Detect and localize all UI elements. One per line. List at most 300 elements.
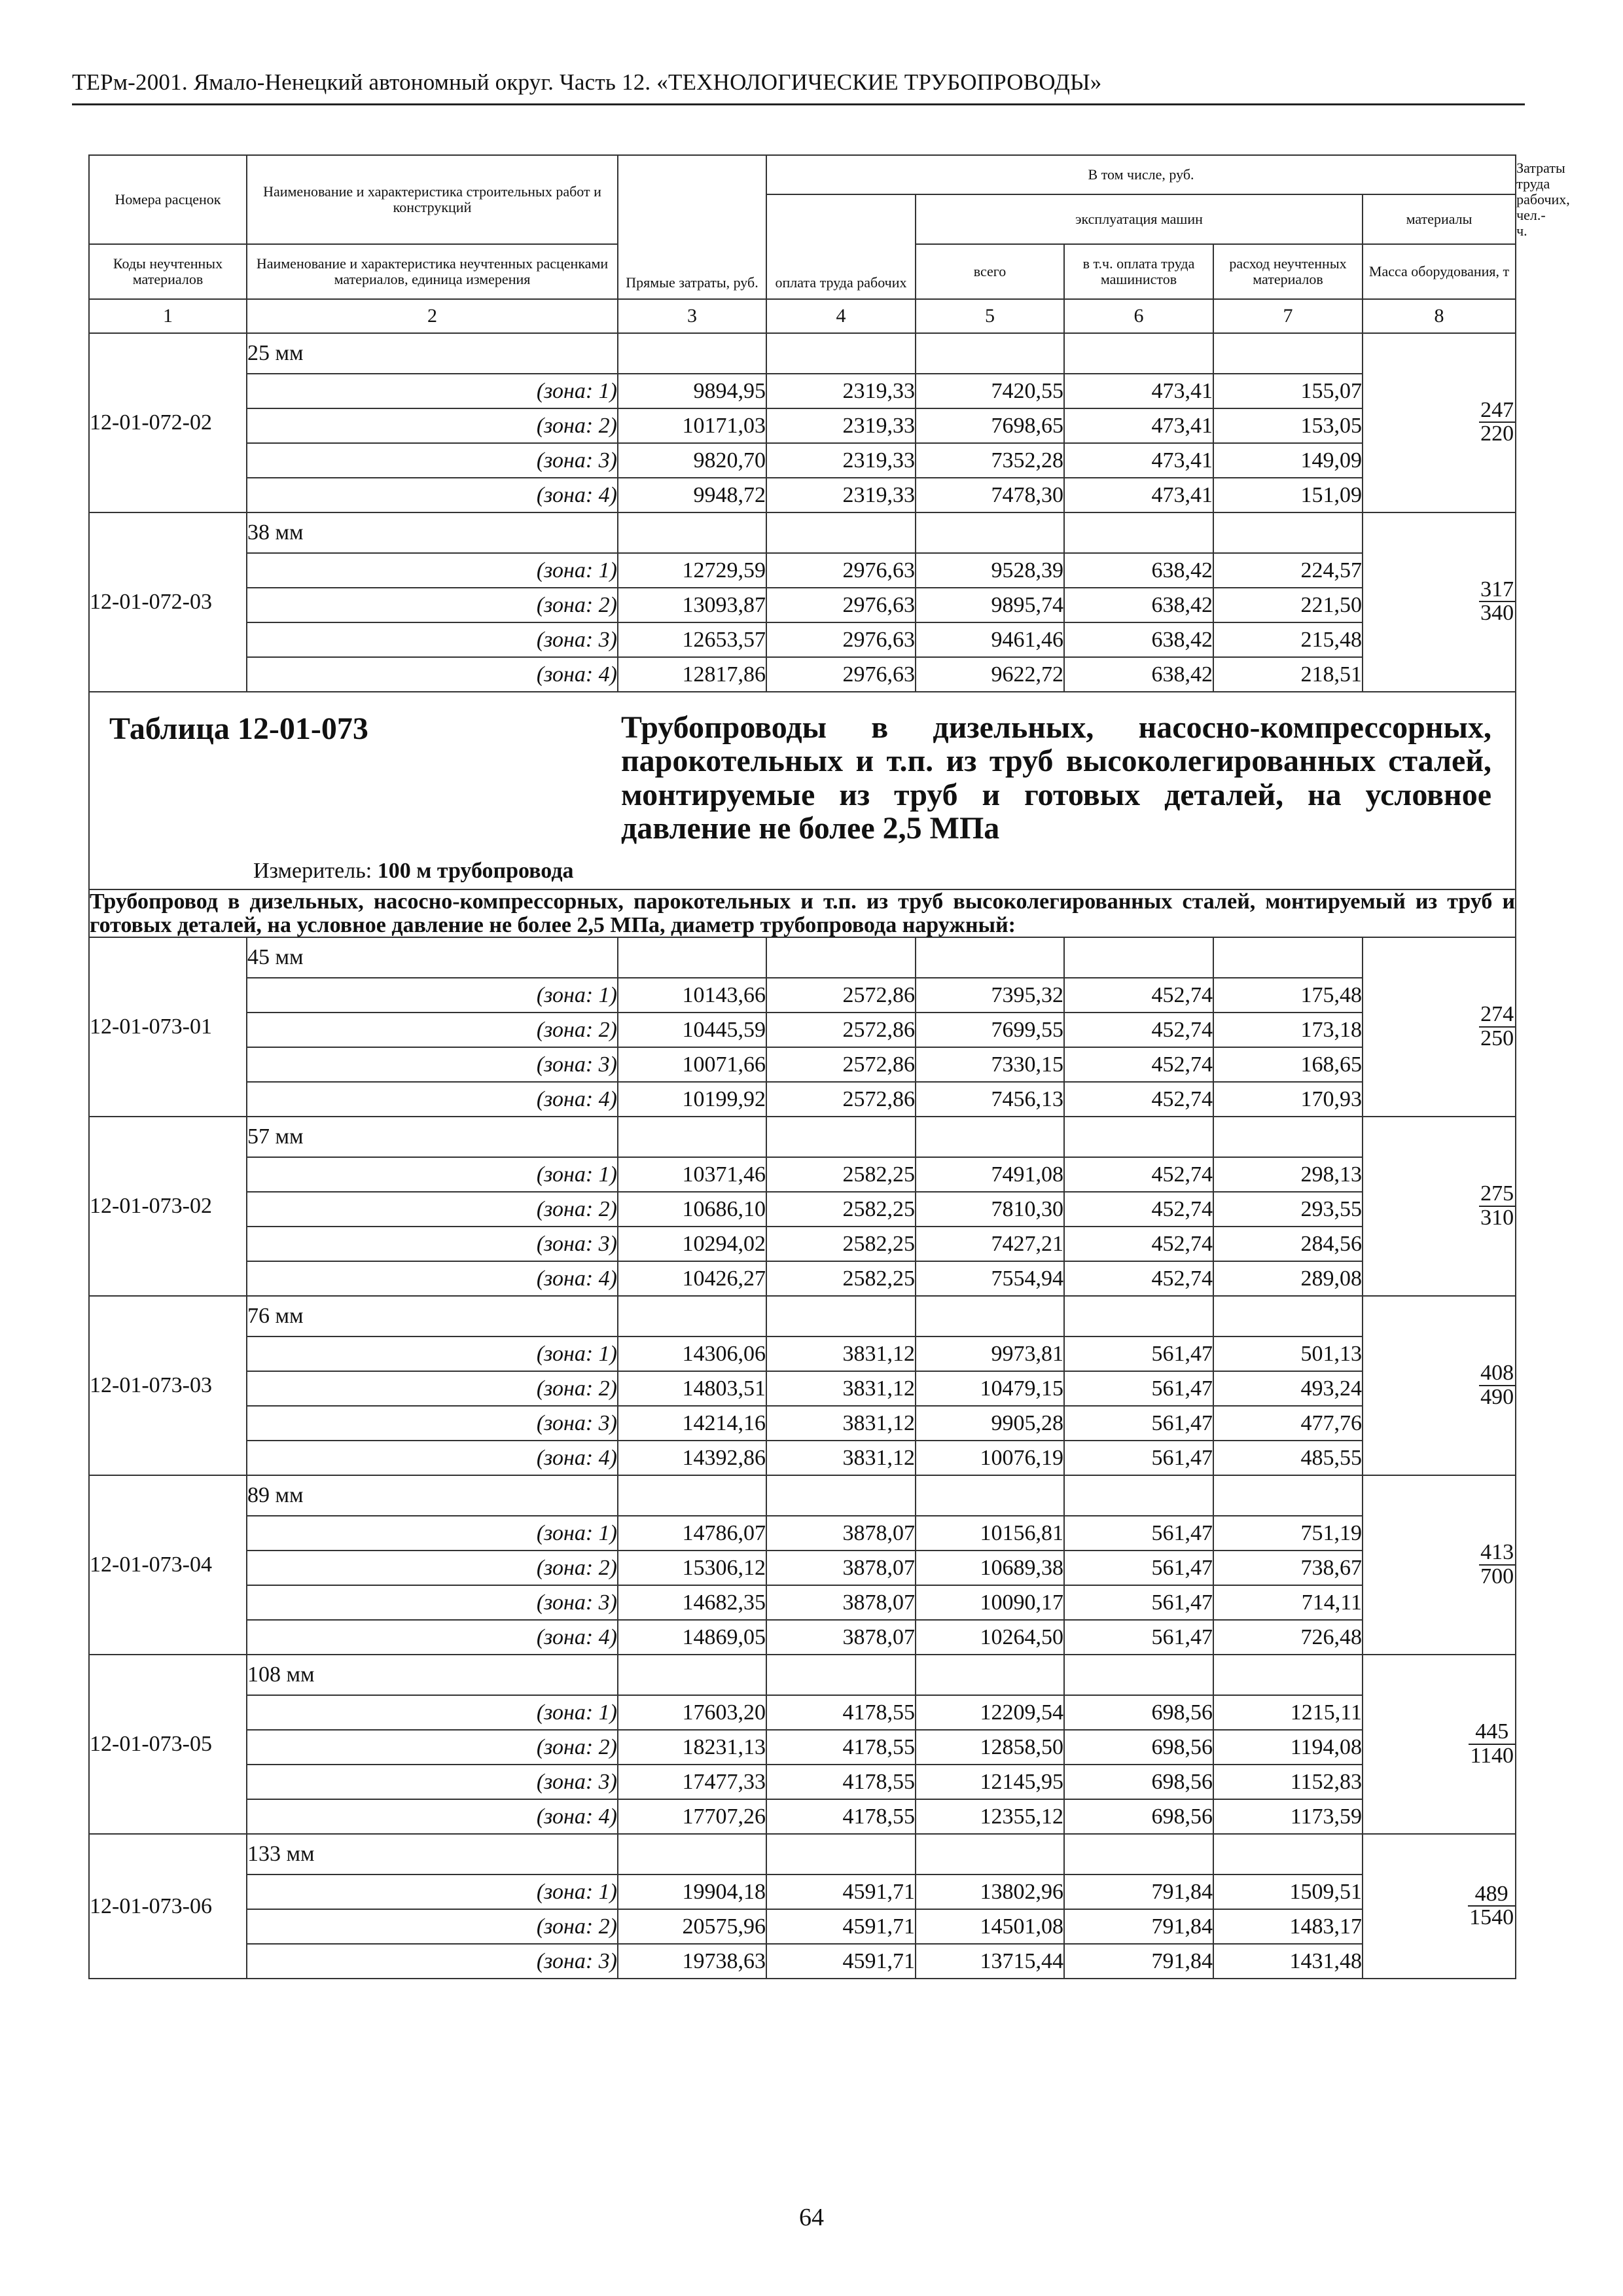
table-header xyxy=(90,692,1515,889)
labor-mass-fraction xyxy=(1469,1721,1515,1767)
rate-diameter: 25 мм xyxy=(247,333,618,374)
zone-label: (зона: 1) xyxy=(247,374,618,408)
empty-cell xyxy=(916,1296,1064,1336)
machines-wage: 638,42 xyxy=(1064,588,1213,622)
direct-cost: 10171,03 xyxy=(618,408,766,443)
direct-cost: 14803,51 xyxy=(618,1371,766,1406)
rate-code: 12-01-073-03 xyxy=(89,1296,247,1475)
materials-cost: 1483,17 xyxy=(1213,1909,1363,1944)
direct-cost: 19738,63 xyxy=(618,1944,766,1979)
machines-wage: 698,56 xyxy=(1064,1695,1213,1730)
empty-cell xyxy=(1213,1834,1363,1874)
col-direct: Прямые затраты, руб. xyxy=(618,155,766,299)
machines-total: 12145,95 xyxy=(916,1765,1064,1799)
zone-label: (зона: 4) xyxy=(247,657,618,692)
zone-row xyxy=(89,1730,1516,1765)
materials-cost: 485,55 xyxy=(1213,1441,1363,1475)
direct-cost: 17603,20 xyxy=(618,1695,766,1730)
zone-row xyxy=(89,1227,1516,1261)
empty-cell xyxy=(916,512,1064,553)
materials-cost: 501,13 xyxy=(1213,1336,1363,1371)
col-number: 6 xyxy=(1064,299,1213,333)
machines-wage: 473,41 xyxy=(1064,478,1213,512)
zone-row xyxy=(89,443,1516,478)
rate-diameter: 38 мм xyxy=(247,512,618,553)
empty-cell xyxy=(618,1296,766,1336)
zone-row xyxy=(89,622,1516,657)
rate-code: 12-01-073-02 xyxy=(89,1117,247,1296)
labor-mass-cell xyxy=(1363,1475,1516,1655)
machines-wage: 561,47 xyxy=(1064,1516,1213,1551)
machines-total: 9622,72 xyxy=(916,657,1064,692)
zone-row xyxy=(89,1516,1516,1551)
rate-diameter: 45 мм xyxy=(247,937,618,978)
zone-row xyxy=(89,657,1516,692)
rate-code: 12-01-072-02 xyxy=(89,333,247,512)
labor-wage: 3831,12 xyxy=(766,1406,916,1441)
labor-wage: 2976,63 xyxy=(766,588,916,622)
col-number: 2 xyxy=(247,299,618,333)
machines-total: 14501,08 xyxy=(916,1909,1064,1944)
labor-wage: 3878,07 xyxy=(766,1551,916,1585)
empty-cell xyxy=(1064,937,1213,978)
materials-cost: 714,11 xyxy=(1213,1585,1363,1620)
empty-cell xyxy=(1064,333,1213,374)
labor-mass-cell xyxy=(1363,937,1516,1117)
zone-label: (зона: 3) xyxy=(247,1047,618,1082)
zone-label: (зона: 3) xyxy=(247,1765,618,1799)
machines-total: 13715,44 xyxy=(916,1944,1064,1979)
direct-cost: 10445,59 xyxy=(618,1013,766,1047)
empty-cell xyxy=(766,937,916,978)
rate-diameter: 108 мм xyxy=(247,1655,618,1695)
table-header-cell xyxy=(89,692,1516,889)
direct-cost: 17477,33 xyxy=(618,1765,766,1799)
machines-wage: 698,56 xyxy=(1064,1799,1213,1834)
labor-wage: 2319,33 xyxy=(766,374,916,408)
rate-row xyxy=(89,1117,1516,1157)
zone-label: (зона: 3) xyxy=(247,1227,618,1261)
zone-row xyxy=(89,1765,1516,1799)
machines-wage: 638,42 xyxy=(1064,553,1213,588)
col-number: 3 xyxy=(618,299,766,333)
table-number: Таблица 12-01-073 xyxy=(109,711,368,746)
machines-wage: 473,41 xyxy=(1064,374,1213,408)
labor-wage: 4178,55 xyxy=(766,1730,916,1765)
machines-wage: 561,47 xyxy=(1064,1585,1213,1620)
table-unit xyxy=(253,859,574,884)
labor-wage: 2582,25 xyxy=(766,1192,916,1227)
materials-cost: 168,65 xyxy=(1213,1047,1363,1082)
direct-cost: 20575,96 xyxy=(618,1909,766,1944)
equipment-mass-value: 250 xyxy=(1480,1026,1514,1050)
direct-cost: 9948,72 xyxy=(618,478,766,512)
empty-cell xyxy=(916,1117,1064,1157)
col-name-top: Наименование и характеристика строительных работ и конструкций xyxy=(247,155,618,244)
machines-total: 10076,19 xyxy=(916,1441,1064,1475)
labor-wage: 4178,55 xyxy=(766,1799,916,1834)
empty-cell xyxy=(618,333,766,374)
equipment-mass-value: 1140 xyxy=(1470,1743,1514,1768)
machines-wage: 452,74 xyxy=(1064,1192,1213,1227)
empty-cell xyxy=(1213,1655,1363,1695)
col-code-top: Номера расценок xyxy=(89,155,247,244)
labor-mass-fraction xyxy=(1479,1003,1515,1050)
empty-cell xyxy=(766,333,916,374)
labor-wage: 4591,71 xyxy=(766,1944,916,1979)
machines-total: 7330,15 xyxy=(916,1047,1064,1082)
direct-cost: 14214,16 xyxy=(618,1406,766,1441)
rate-row xyxy=(89,1655,1516,1695)
header-rule xyxy=(72,103,1525,105)
empty-cell xyxy=(766,1475,916,1516)
table-title: Трубопроводы в дизельных, насосно-компрессорных, парокотельных и т.п. из труб высоколегированных сталей, монтируемые из труб и готовых деталей, на условное давление не более 2,5 МПа xyxy=(621,710,1491,846)
zone-label: (зона: 3) xyxy=(247,443,618,478)
zone-row xyxy=(89,1371,1516,1406)
zone-row xyxy=(89,1336,1516,1371)
zone-row xyxy=(89,1192,1516,1227)
materials-cost: 1194,08 xyxy=(1213,1730,1363,1765)
machines-total: 7352,28 xyxy=(916,443,1064,478)
materials-cost: 1509,51 xyxy=(1213,1874,1363,1909)
direct-cost: 10371,46 xyxy=(618,1157,766,1192)
empty-cell xyxy=(766,1117,916,1157)
direct-cost: 19904,18 xyxy=(618,1874,766,1909)
zone-row xyxy=(89,1695,1516,1730)
col-machines-total: всего xyxy=(916,244,1064,299)
zone-row xyxy=(89,1944,1516,1979)
machines-wage: 698,56 xyxy=(1064,1730,1213,1765)
empty-cell xyxy=(1064,1655,1213,1695)
labor-hours-value: 413 xyxy=(1480,1540,1514,1565)
machines-wage: 561,47 xyxy=(1064,1441,1213,1475)
empty-cell xyxy=(1213,1296,1363,1336)
labor-mass-fraction xyxy=(1479,579,1515,625)
labor-hours-value: 317 xyxy=(1480,577,1514,601)
machines-total: 7491,08 xyxy=(916,1157,1064,1192)
direct-cost: 10071,66 xyxy=(618,1047,766,1082)
machines-total: 10156,81 xyxy=(916,1516,1064,1551)
machines-total: 7698,65 xyxy=(916,408,1064,443)
zone-label: (зона: 2) xyxy=(247,1730,618,1765)
direct-cost: 10426,27 xyxy=(618,1261,766,1296)
zone-label: (зона: 4) xyxy=(247,1441,618,1475)
zone-label: (зона: 2) xyxy=(247,1192,618,1227)
equipment-mass-value: 490 xyxy=(1480,1384,1514,1409)
zone-row xyxy=(89,588,1516,622)
zone-row xyxy=(89,553,1516,588)
machines-total: 9895,74 xyxy=(916,588,1064,622)
materials-cost: 726,48 xyxy=(1213,1620,1363,1655)
empty-cell xyxy=(766,1834,916,1874)
machines-total: 12858,50 xyxy=(916,1730,1064,1765)
labor-mass-cell xyxy=(1363,512,1516,692)
machines-wage: 452,74 xyxy=(1064,1261,1213,1296)
equipment-mass-value: 310 xyxy=(1480,1205,1514,1230)
equipment-mass-value: 340 xyxy=(1480,601,1514,626)
zone-row xyxy=(89,408,1516,443)
table-description: Трубопровод в дизельных, насосно-компрессорных, парокотельных и т.п. из труб высоколегированных сталей, монтируемый из труб и готовых деталей, на условное давление не более 2,5 МПа, диаметр трубопровода наружный: xyxy=(90,889,1516,937)
materials-cost: 493,24 xyxy=(1213,1371,1363,1406)
rates-table: Номера расценок Наименование и характеристика строительных работ и конструкций Прямые затраты, руб. В том числе, руб. Затраты труда рабочих, чел.-ч. оплата труда рабочих эксплуатация машин материалы Коды неучтенных материалов Наименование и характеристика неучтенных расценками материалов, единица измерения всего в т.ч. оплата труда машинистов расход неучтенных материалов Масса оборудования, т 1 2 3 4 5 6 7 8 12-01-072-02 25 мм $\frac{247}{220}$ (зона: 1) 9894,95 2319,33 7420,55 473,41 155,07 (зона: 2) 10171,03 2319,33 7698,65 473,41 153,05 (зона: 3) 9820,70 2319,33 7352,28 473,41 149,09 (зона: 4) 9948,72 2319,33 7478,30 473,41 151,09 12-01-072-03 38 мм $\frac{317}{340}$ (зона: 1) 12729,59 2976,63 9528,39 638,42 224,57 (зона: 2) 13093,87 2976,63 9895,74 638,42 221,50 (зона: 3) 12653,57 2976,63 9461,46 638,42 215,48 (зона: 4) 12817,86 2976,63 9622,72 638,42 218,51 Таблица 12-01-073 Трубопроводы в дизельных, насосно-компрессорных, парокотельных и т.п. из труб высоколегированных сталей, монтируемые из труб и готовых деталей, на условное давление не более 2,5 МПа Измеритель: 100 м трубопровода Трубопровод в дизельных, насосно-компрессорных, парокотельных и т.п. из труб высоколегированных сталей, монтируемый из труб и готовых деталей, на условное давление не более 2,5 МПа, диаметр трубопровода наружный: 12-01-073-01 45 мм $\frac{274}{250}$ (зона: 1) 10143,66 2572,86 7395,32 452,74 175,48 (зона: 2) 10445,59 2572,86 7699,55 452,74 173,18 (зона: 3) 10071,66 2572,86 7330,15 452,74 168,65 (зона: 4) 10199,92 2572,86 7456,13 452,74 170,93 12-01-073-02 57 мм $\frac{275}{310}$ (зона: 1) 10371,46 2582,25 7491,08 452,74 298,13 (зона: 2) 10686,10 2582,25 7810,30 452,74 293,55 (зона: 3) 10294,02 2582,25 7427,21 452,74 284,56 (зона: 4) 10426,27 2582,25 7554,94 452,74 289,08 12-01-073-03 76 мм $\frac{408}{490}$ (зона: 1) 14306,06 3831,12 9973,81 561,47 501,13 (зона: 2) 14803,51 3831,12 10479,15 561,47 493,24 (зона: 3) 14214,16 3831,12 9905,28 561,47 477,76 (зона: 4) 14392,86 3831,12 10076,19 561,47 485,55 12-01-073-04 89 мм $\frac{413}{700}$ (зона: 1) 14786,07 3878,07 10156,81 561,47 751,19 (зона: 2) 15306,12 3878,07 10689,38 561,47 738,67 (зона: 3) 14682,35 3878,07 10090,17 561,47 714,11 (зона: 4) 14869,05 3878,07 10264,50 561,47 726,48 12-01-073-05 108 мм $\frac{445}{1140}$ (зона: 1) 17603,20 4178,55 12209,54 698,56 1215,11 (зона: 2) 18231,13 4178,55 12858,50 698,56 1194,08 (зона: 3) 17477,33 4178,55 12145,95 698,56 1152,83 (зона: 4) 17707,26 4178,55 12355,12 698,56 1173,59 12-01-073-06 133 мм $\frac{489}{1540}$ (зона: 1) 19904,18 4591,71 13802,96 791,84 1509,51 (зона: 2) 20575,96 4591,71 14501,08 791,84 1483,17 (зона: 3) 19738,63 4591,71 13715,44 791,84 1431,48 xyxy=(88,154,1516,1979)
zone-row xyxy=(89,1585,1516,1620)
rate-row xyxy=(89,333,1516,374)
labor-wage: 2572,86 xyxy=(766,1047,916,1082)
materials-cost: 221,50 xyxy=(1213,588,1363,622)
col-number: 5 xyxy=(916,299,1064,333)
machines-wage: 791,84 xyxy=(1064,1874,1213,1909)
empty-cell xyxy=(1213,512,1363,553)
machines-wage: 452,74 xyxy=(1064,1013,1213,1047)
materials-cost: 477,76 xyxy=(1213,1406,1363,1441)
equipment-mass-value: 220 xyxy=(1480,422,1514,446)
machines-total: 7395,32 xyxy=(916,978,1064,1013)
machines-wage: 452,74 xyxy=(1064,978,1213,1013)
empty-cell xyxy=(618,1117,766,1157)
machines-wage: 473,41 xyxy=(1064,408,1213,443)
zone-row xyxy=(89,1082,1516,1117)
empty-cell xyxy=(1213,1117,1363,1157)
direct-cost: 15306,12 xyxy=(618,1551,766,1585)
equipment-mass-value: 700 xyxy=(1480,1564,1514,1588)
rate-diameter: 89 мм xyxy=(247,1475,618,1516)
materials-cost: 215,48 xyxy=(1213,622,1363,657)
machines-total: 12209,54 xyxy=(916,1695,1064,1730)
machines-wage: 791,84 xyxy=(1064,1909,1213,1944)
zone-row xyxy=(89,478,1516,512)
zone-label: (зона: 1) xyxy=(247,978,618,1013)
col-machines-wage: в т.ч. оплата труда машинистов xyxy=(1064,244,1213,299)
zone-label: (зона: 4) xyxy=(247,1620,618,1655)
col-materials: материалы xyxy=(1363,194,1516,244)
labor-wage: 2582,25 xyxy=(766,1227,916,1261)
col-materials-extra: расход неучтенных материалов xyxy=(1213,244,1363,299)
rate-row xyxy=(89,1475,1516,1516)
zone-label: (зона: 4) xyxy=(247,1082,618,1117)
labor-wage: 3831,12 xyxy=(766,1441,916,1475)
labor-wage: 2572,86 xyxy=(766,1082,916,1117)
materials-cost: 218,51 xyxy=(1213,657,1363,692)
empty-cell xyxy=(1064,1296,1213,1336)
materials-cost: 170,93 xyxy=(1213,1082,1363,1117)
machines-wage: 452,74 xyxy=(1064,1047,1213,1082)
machines-total: 7810,30 xyxy=(916,1192,1064,1227)
labor-wage: 2582,25 xyxy=(766,1157,916,1192)
rate-diameter: 76 мм xyxy=(247,1296,618,1336)
materials-cost: 173,18 xyxy=(1213,1013,1363,1047)
direct-cost: 9820,70 xyxy=(618,443,766,478)
page-header: ТЕРм-2001. Ямало-Ненецкий автономный округ. Часть 12. «ТЕХНОЛОГИЧЕСКИЕ ТРУБОПРОВОДЫ» xyxy=(72,69,1102,95)
machines-wage: 698,56 xyxy=(1064,1765,1213,1799)
labor-hours-value: 408 xyxy=(1480,1361,1514,1386)
rate-diameter: 133 мм xyxy=(247,1834,618,1874)
direct-cost: 9894,95 xyxy=(618,374,766,408)
rate-row xyxy=(89,937,1516,978)
zone-label: (зона: 2) xyxy=(247,1551,618,1585)
empty-cell xyxy=(916,1834,1064,1874)
machines-wage: 561,47 xyxy=(1064,1371,1213,1406)
labor-wage: 4591,71 xyxy=(766,1909,916,1944)
rate-code: 12-01-073-05 xyxy=(89,1655,247,1834)
empty-cell xyxy=(618,1475,766,1516)
col-number: 7 xyxy=(1213,299,1363,333)
materials-cost: 298,13 xyxy=(1213,1157,1363,1192)
zone-label: (зона: 4) xyxy=(247,1261,618,1296)
rate-code: 12-01-073-04 xyxy=(89,1475,247,1655)
machines-wage: 638,42 xyxy=(1064,622,1213,657)
zone-row xyxy=(89,1874,1516,1909)
materials-cost: 289,08 xyxy=(1213,1261,1363,1296)
labor-mass-fraction xyxy=(1468,1883,1515,1929)
machines-total: 7699,55 xyxy=(916,1013,1064,1047)
labor-wage: 2319,33 xyxy=(766,478,916,512)
zone-row xyxy=(89,1261,1516,1296)
machines-total: 7427,21 xyxy=(916,1227,1064,1261)
rate-diameter: 57 мм xyxy=(247,1117,618,1157)
zone-row xyxy=(89,1047,1516,1082)
machines-total: 10479,15 xyxy=(916,1371,1064,1406)
materials-cost: 149,09 xyxy=(1213,443,1363,478)
labor-wage: 3878,07 xyxy=(766,1585,916,1620)
unit-label: Измеритель: xyxy=(253,859,372,883)
materials-cost: 175,48 xyxy=(1213,978,1363,1013)
col-code-bottom: Коды неучтенных материалов xyxy=(89,244,247,299)
machines-total: 7554,94 xyxy=(916,1261,1064,1296)
zone-label: (зона: 1) xyxy=(247,1695,618,1730)
labor-mass-cell xyxy=(1363,1655,1516,1834)
direct-cost: 14682,35 xyxy=(618,1585,766,1620)
direct-cost: 14869,05 xyxy=(618,1620,766,1655)
unit-value: 100 м трубопровода xyxy=(377,859,574,883)
col-incl: В том числе, руб. xyxy=(766,155,1516,194)
labor-wage: 3831,12 xyxy=(766,1336,916,1371)
machines-total: 9973,81 xyxy=(916,1336,1064,1371)
labor-hours-value: 247 xyxy=(1480,397,1514,422)
machines-wage: 561,47 xyxy=(1064,1620,1213,1655)
zone-row xyxy=(89,1013,1516,1047)
machines-total: 9528,39 xyxy=(916,553,1064,588)
machines-total: 9905,28 xyxy=(916,1406,1064,1441)
labor-wage: 2976,63 xyxy=(766,553,916,588)
labor-wage: 3831,12 xyxy=(766,1371,916,1406)
machines-total: 13802,96 xyxy=(916,1874,1064,1909)
direct-cost: 10143,66 xyxy=(618,978,766,1013)
materials-cost: 153,05 xyxy=(1213,408,1363,443)
zone-label: (зона: 2) xyxy=(247,1371,618,1406)
materials-cost: 1173,59 xyxy=(1213,1799,1363,1834)
direct-cost: 10199,92 xyxy=(618,1082,766,1117)
labor-hours-value: 275 xyxy=(1480,1181,1514,1206)
zone-label: (зона: 4) xyxy=(247,478,618,512)
empty-cell xyxy=(916,937,1064,978)
zone-row xyxy=(89,978,1516,1013)
zone-row xyxy=(89,1799,1516,1834)
labor-wage: 4591,71 xyxy=(766,1874,916,1909)
labor-mass-cell xyxy=(1363,333,1516,512)
empty-cell xyxy=(1064,1475,1213,1516)
labor-wage: 3878,07 xyxy=(766,1620,916,1655)
zone-label: (зона: 3) xyxy=(247,1944,618,1979)
rate-row xyxy=(89,512,1516,553)
direct-cost: 12729,59 xyxy=(618,553,766,588)
labor-wage: 4178,55 xyxy=(766,1765,916,1799)
labor-hours-value: 274 xyxy=(1480,1002,1514,1027)
col-number: 4 xyxy=(766,299,916,333)
empty-cell xyxy=(1064,512,1213,553)
rate-row xyxy=(89,1296,1516,1336)
direct-cost: 18231,13 xyxy=(618,1730,766,1765)
labor-mass-cell xyxy=(1363,1117,1516,1296)
zone-label: (зона: 1) xyxy=(247,553,618,588)
col-mass: Масса оборудования, т xyxy=(1363,244,1516,299)
zone-label: (зона: 3) xyxy=(247,622,618,657)
zone-label: (зона: 2) xyxy=(247,1909,618,1944)
equipment-mass-value: 1540 xyxy=(1469,1905,1514,1930)
labor-hours-value: 489 xyxy=(1468,1883,1515,1907)
machines-wage: 638,42 xyxy=(1064,657,1213,692)
machines-total: 7478,30 xyxy=(916,478,1064,512)
materials-cost: 151,09 xyxy=(1213,478,1363,512)
labor-wage: 2319,33 xyxy=(766,408,916,443)
labor-hours-value: 445 xyxy=(1469,1721,1515,1745)
zone-row xyxy=(89,1909,1516,1944)
zone-label: (зона: 1) xyxy=(247,1516,618,1551)
labor-wage: 2976,63 xyxy=(766,622,916,657)
empty-cell xyxy=(618,1834,766,1874)
materials-cost: 1215,11 xyxy=(1213,1695,1363,1730)
machines-total: 10090,17 xyxy=(916,1585,1064,1620)
col-labor: оплата труда рабочих xyxy=(766,194,916,299)
zone-label: (зона: 1) xyxy=(247,1336,618,1371)
machines-wage: 561,47 xyxy=(1064,1551,1213,1585)
empty-cell xyxy=(766,1655,916,1695)
empty-cell xyxy=(618,937,766,978)
machines-total: 7456,13 xyxy=(916,1082,1064,1117)
machines-wage: 561,47 xyxy=(1064,1336,1213,1371)
zone-label: (зона: 3) xyxy=(247,1406,618,1441)
empty-cell xyxy=(1213,333,1363,374)
direct-cost: 17707,26 xyxy=(618,1799,766,1834)
materials-cost: 1431,48 xyxy=(1213,1944,1363,1979)
labor-mass-fraction xyxy=(1479,399,1515,446)
empty-cell xyxy=(1064,1117,1213,1157)
zone-row xyxy=(89,1620,1516,1655)
zone-label: (зона: 2) xyxy=(247,408,618,443)
empty-cell xyxy=(1213,1475,1363,1516)
materials-cost: 738,67 xyxy=(1213,1551,1363,1585)
empty-cell xyxy=(1064,1834,1213,1874)
machines-total: 9461,46 xyxy=(916,622,1064,657)
machines-total: 10689,38 xyxy=(916,1551,1064,1585)
direct-cost: 12653,57 xyxy=(618,622,766,657)
labor-mass-fraction xyxy=(1479,1362,1515,1408)
zone-row xyxy=(89,1157,1516,1192)
direct-cost: 14306,06 xyxy=(618,1336,766,1371)
materials-cost: 751,19 xyxy=(1213,1516,1363,1551)
rate-code: 12-01-073-01 xyxy=(89,937,247,1117)
col-number: 1 xyxy=(89,299,247,333)
zone-label: (зона: 3) xyxy=(247,1585,618,1620)
zone-row xyxy=(89,1441,1516,1475)
labor-wage: 2572,86 xyxy=(766,1013,916,1047)
zone-label: (зона: 2) xyxy=(247,1013,618,1047)
empty-cell xyxy=(1213,937,1363,978)
machines-total: 7420,55 xyxy=(916,374,1064,408)
machines-total: 12355,12 xyxy=(916,1799,1064,1834)
zone-row xyxy=(89,1406,1516,1441)
empty-cell xyxy=(618,512,766,553)
zone-label: (зона: 1) xyxy=(247,1157,618,1192)
